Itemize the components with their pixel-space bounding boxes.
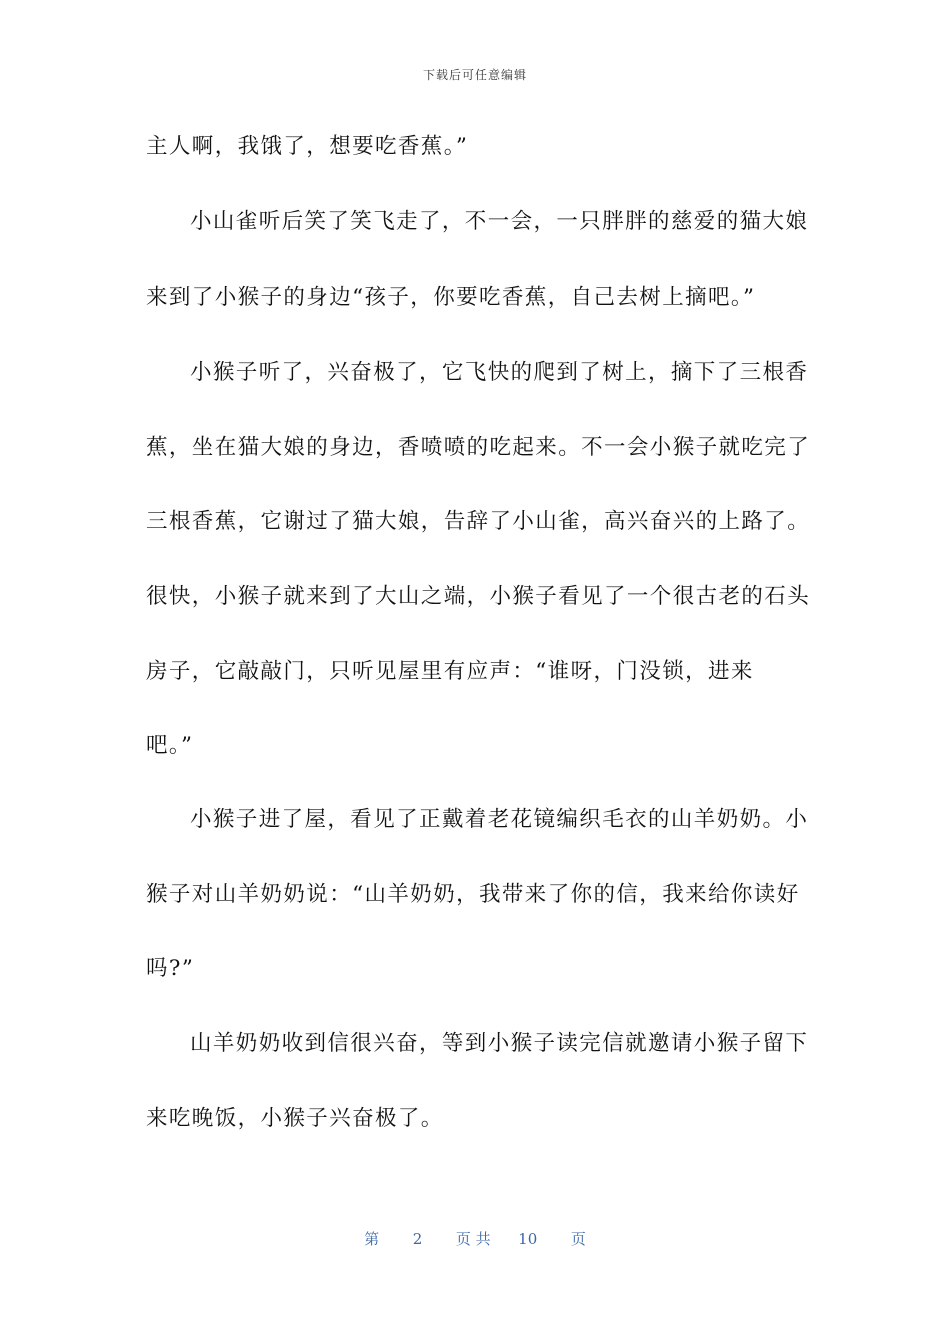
- footer-label-pages: 页: [570, 1230, 586, 1248]
- footer-current-page: 2: [412, 1230, 423, 1248]
- text-line: 吧。”: [146, 733, 194, 758]
- footer-label-page: 第: [364, 1230, 380, 1248]
- text-line: 主人啊，我饿了，想要吃香蕉。”: [146, 134, 469, 159]
- text-line: 来吃晚饭，小猴子兴奋极了。: [146, 1106, 444, 1131]
- page-footer: [0, 1228, 950, 1249]
- text-line: 吗?”: [146, 956, 195, 981]
- text-line: 三根香蕉，它谢过了猫大娘，告辞了小山雀，高兴奋兴的上路了。: [146, 509, 811, 534]
- page-header: 下载后可任意编辑: [422, 68, 527, 82]
- text-line: 猴子对山羊奶奶说：“山羊奶奶，我带来了你的信，我来给你读好: [146, 882, 800, 907]
- paragraph-line: 小猴子听了，兴奋极了，它飞快的爬到了树上，摘下了三根香: [190, 360, 809, 385]
- text-line: 很快，小猴子就来到了大山之端，小猴子看见了一个很古老的石头: [146, 584, 811, 609]
- text-line: 蕉，坐在猫大娘的身边，香喷喷的吃起来。不一会小猴子就吃完了: [146, 435, 811, 460]
- paragraph-line: 山羊奶奶收到信很兴奋，等到小猴子读完信就邀请小猴子留下: [190, 1031, 809, 1056]
- text-line: 房子，它敲敲门，只听见屋里有应声：“谁呀，门没锁，进来: [146, 659, 754, 684]
- text-line: 来到了小猴子的身边“孩子，你要吃香蕉，自己去树上摘吧。”: [146, 285, 756, 310]
- footer-label-of: 页 共: [455, 1230, 491, 1248]
- footer-total-pages: 10: [518, 1230, 538, 1248]
- paragraph-line: 小猴子进了屋，看见了正戴着老花镜编织毛衣的山羊奶奶。小: [190, 807, 809, 832]
- paragraph-line: 小山雀听后笑了笑飞走了，不一会，一只胖胖的慈爱的猫大娘: [190, 209, 809, 234]
